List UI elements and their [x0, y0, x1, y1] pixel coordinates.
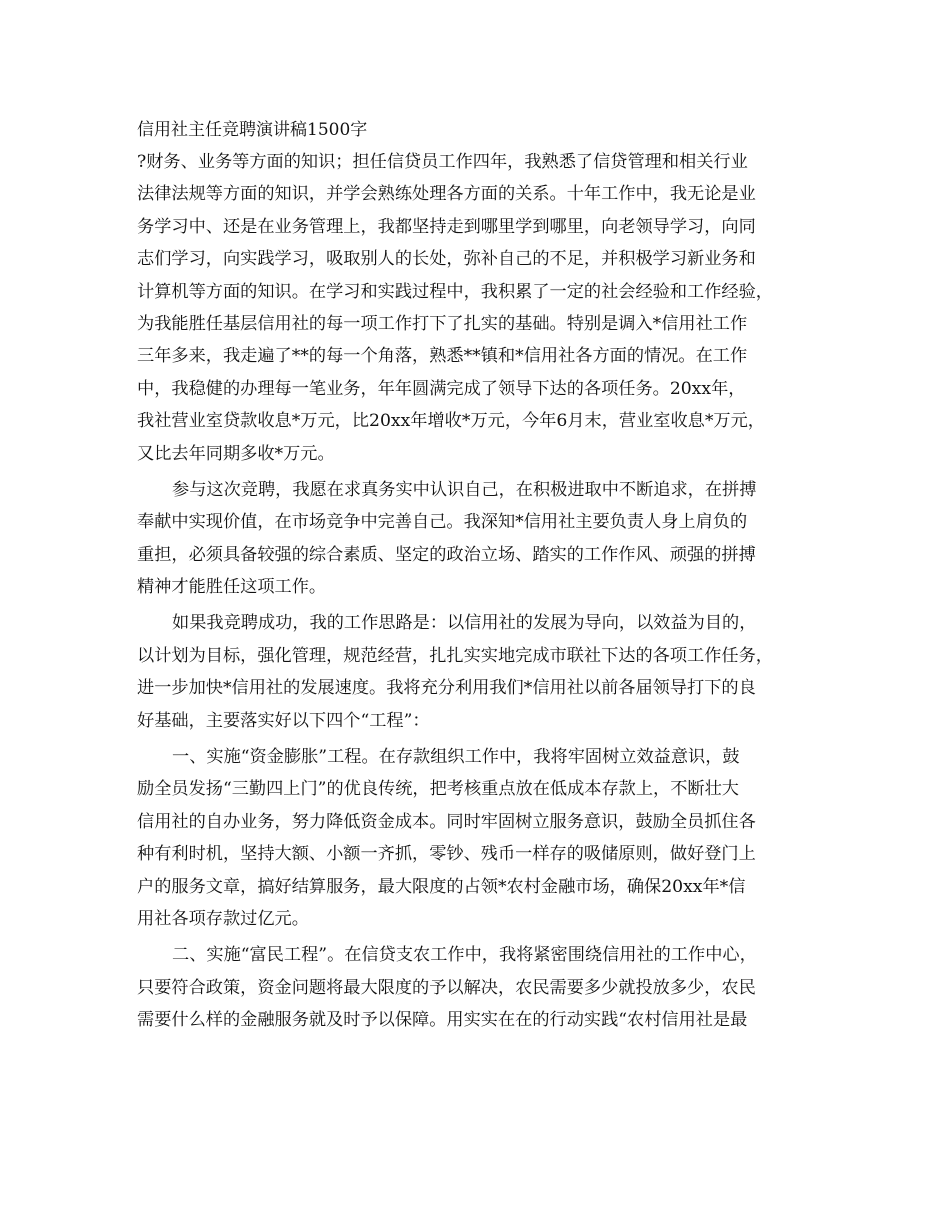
- paragraph: [137, 607, 827, 737]
- text-line: 又比去年同期多收*万元。: [137, 443, 335, 464]
- text-line: 好基础，主要落实好以下四个“工程”：: [137, 710, 430, 731]
- text-line: 进一步加快*信用社的发展速度。我将充分利用我们*信用社以前各届领导打下的良: [137, 678, 756, 699]
- text-line: 种有利时机，坚持大额、小额一齐抓，零钞、残币一样存的吸储原则，做好登门上: [137, 844, 756, 865]
- text-line: 志们学习，向实践学习，吸取别人的长处，弥补自己的不足，并积极学习新业务和: [137, 249, 756, 270]
- text-line: ?财务、业务等方面的知识；担任信贷员工作四年，我熟悉了信贷管理和相关行业: [137, 152, 748, 172]
- text-line: 如果我竞聘成功，我的工作思路是：以信用社的发展为导向，以效益为目的，: [172, 613, 757, 634]
- document-title: 信用社主任竞聘演讲稿1500字: [137, 120, 368, 140]
- text-line: 参与这次竞聘，我愿在求真务实中认识自己，在积极进取中不断追求，在拼搏: [172, 479, 757, 500]
- text-line: 三年多来，我走遍了**的每一个角落，熟悉**镇和*信用社各方面的情况。在工作: [137, 346, 748, 367]
- text-line: 计算机等方面的知识。在学习和实践过程中，我积累了一定的社会经验和工作经验，: [137, 281, 773, 302]
- text-line: 信用社的自办业务，努力降低资金成本。同时牢固树立服务意识，鼓励全员抓住各: [137, 811, 756, 832]
- document-body: [137, 146, 827, 1037]
- text-line: 户的服务文章，搞好结算服务，最大限度的占领*农村金融市场，确保20xx年*信: [137, 876, 746, 897]
- text-line: 用社各项存款过亿元。: [137, 908, 309, 929]
- paragraph: [137, 939, 827, 1036]
- text-line: 励全员发扬“三勤四上门”的优良传统，把考核重点放在低成本存款上，不断壮大: [137, 779, 739, 800]
- text-line: 精神才能胜任这项工作。: [137, 577, 327, 598]
- text-line: 二、实施“富民工程”。在信贷支农工作中，我将紧密围绕信用社的工作中心，: [172, 945, 757, 966]
- text-line: 奉献中实现价值，在市场竞争中完善自己。我深知*信用社主要负责人身上肩负的: [137, 512, 748, 533]
- text-line: 法律法规等方面的知识，并学会熟练处理各方面的关系。十年工作中，我无论是业: [137, 184, 756, 205]
- text-line: 只要符合政策，资金问题将最大限度的予以解决，农民需要多少就投放多少，农民: [137, 977, 756, 998]
- text-line: 一、实施“资金膨胀”工程。在存款组织工作中，我将牢固树立效益意识，鼓: [172, 747, 740, 768]
- text-line: 中，我稳健的办理每一笔业务，年年圆满完成了领导下达的各项任务。20xx年，: [137, 378, 746, 399]
- paragraph: [137, 146, 827, 470]
- text-line: 需要什么样的金融服务就及时予以保障。用实实在在的行动实践“农村信用社是最: [137, 1010, 748, 1031]
- text-line: 为我能胜任基层信用社的每一项工作打下了扎实的基础。特别是调入*信用社工作: [137, 313, 748, 334]
- text-line: 重担，必须具备较强的综合素质、坚定的政治立场、踏实的工作作风、顽强的拼搏: [137, 544, 756, 565]
- text-line: 以计划为目标，强化管理，规范经营，扎扎实实地完成市联社下达的各项工作任务，: [137, 645, 773, 666]
- text-line: 我社营业室贷款收息*万元，比20xx年增收*万元，今年6月末，营业室收息*万元，: [137, 411, 765, 432]
- text-line: 务学习中、还是在业务管理上，我都坚持走到哪里学到哪里，向老领导学习，向同: [137, 216, 756, 237]
- paragraph: [137, 741, 827, 935]
- paragraph: [137, 474, 827, 604]
